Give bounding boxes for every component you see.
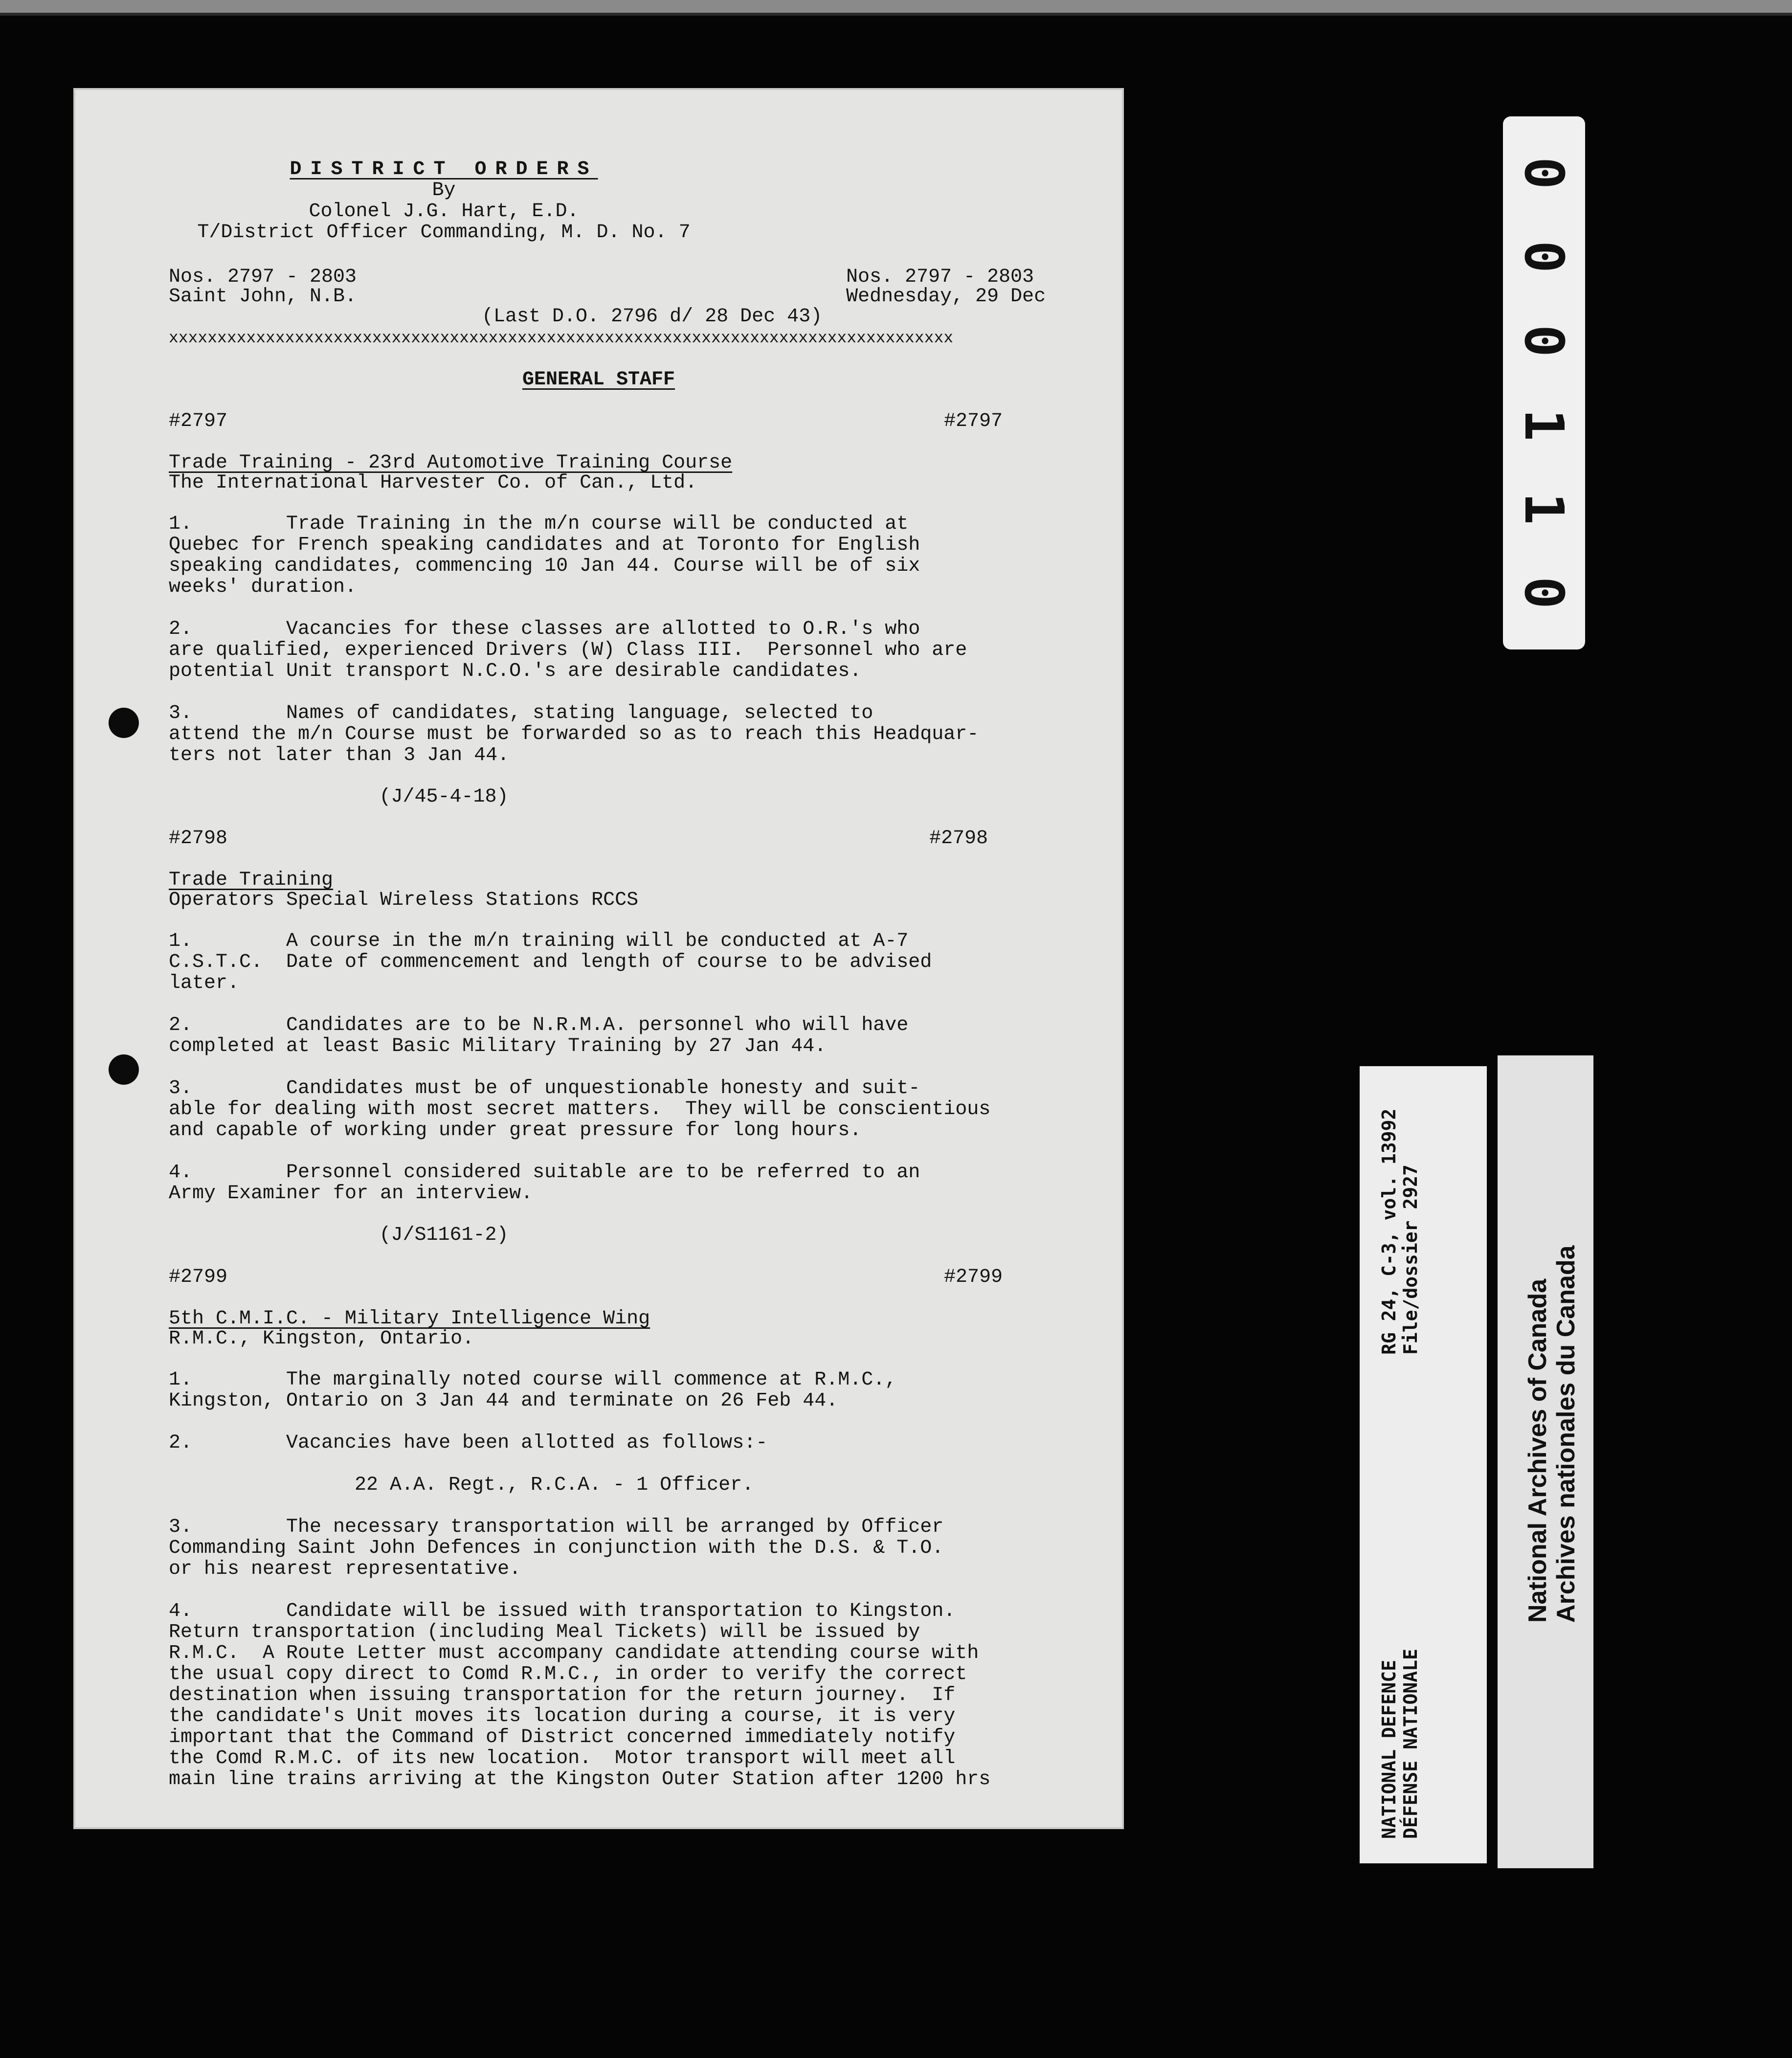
order-number-right: #2797	[944, 410, 1003, 432]
doc-date: Wednesday, 29 Dec	[846, 286, 1046, 308]
doc-position: T/District Officer Commanding, M. D. No. 7	[197, 222, 691, 244]
order-number-left: #2797	[169, 410, 228, 432]
film-top-edge	[0, 0, 1792, 13]
paragraph-line: C.S.T.C. Date of commencement and length of course to be advised	[169, 951, 932, 973]
nac-english: National Archives of Canada	[1523, 1278, 1552, 1623]
order-number-left: #2799	[169, 1266, 228, 1288]
doc-place: Saint John, N.B.	[169, 286, 357, 308]
paragraph-line: the candidate's Unit moves its location during a course, it is very	[169, 1705, 956, 1727]
doc-nos-right: Nos. 2797 - 2803	[846, 266, 1034, 288]
paragraph-line: Army Examiner for an interview.	[169, 1183, 533, 1205]
paragraph-line: Commanding Saint John Defences in conjunction with the D.S. & T.O.	[169, 1537, 944, 1559]
counter-digit: 0	[1512, 241, 1575, 273]
document-page	[73, 88, 1124, 1829]
film-edge	[0, 13, 1792, 16]
paragraph-line: 2. Vacancies for these classes are allotted to O.R.'s who	[169, 618, 920, 640]
defense-nationale-label: DÉFENSE NATIONALE	[1400, 1649, 1421, 1839]
district-orders-text	[73, 88, 1124, 1829]
archive-reference-label	[1360, 1066, 1487, 1863]
paragraph-line: speaking candidates, commencing 10 Jan 44. Course will be of six	[169, 555, 920, 577]
paragraph-line: attend the m/n Course must be forwarded so as to reach this Headquar-	[169, 723, 979, 745]
order-reference: (J/S1161-2)	[379, 1224, 509, 1246]
paragraph-line: Return transportation (including Meal Tickets) will be issued by	[169, 1621, 920, 1643]
paragraph-line: main line trains arriving at the Kingston Outer Station after 1200 hrs	[169, 1768, 991, 1790]
file-reference: File/dossier 2927	[1400, 1164, 1421, 1355]
punch-hole	[109, 1054, 139, 1085]
paragraph-line: weeks' duration.	[169, 576, 357, 598]
order-subheading: Operators Special Wireless Stations RCCS	[169, 889, 639, 911]
order-number-right: #2798	[929, 828, 988, 850]
order-heading: 5th C.M.I.C. - Military Intelligence Wing	[169, 1308, 650, 1330]
paragraph-line: and capable of working under great pressure for long hours.	[169, 1119, 862, 1141]
paragraph-line: are qualified, experienced Drivers (W) Class III. Personnel who are	[169, 639, 967, 661]
order-reference: (J/45-4-18)	[379, 786, 509, 808]
archives-canada-label	[1498, 1055, 1593, 1868]
paragraph-line: 4. Candidate will be issued with transportation to Kingston.	[169, 1600, 956, 1622]
paragraph-line: ters not later than 3 Jan 44.	[169, 744, 510, 766]
order-number-left: #2798	[169, 828, 228, 850]
paragraph-line: 2. Vacancies have been allotted as follows:-	[169, 1432, 768, 1454]
paragraph-line: completed at least Basic Military Training by 27 Jan 44.	[169, 1035, 827, 1057]
punch-hole	[109, 708, 139, 738]
order-heading: Trade Training - 23rd Automotive Training Course	[169, 452, 733, 474]
allocation-line: 22 A.A. Regt., R.C.A. - 1 Officer.	[355, 1474, 754, 1496]
paragraph-line: 3. Candidates must be of unquestionable honesty and suit-	[169, 1077, 920, 1099]
paragraph-line: the Comd R.M.C. of its new location. Motor transport will meet all	[169, 1747, 956, 1769]
paragraph-line: R.M.C. A Route Letter must accompany candidate attending course with	[169, 1642, 979, 1664]
paragraph-line: important that the Command of District concerned immediately notify	[169, 1726, 956, 1748]
paragraph-line: the usual copy direct to Comd R.M.C., in order to verify the correct	[169, 1663, 967, 1685]
paragraph-line: 2. Candidates are to be N.R.M.A. personnel who will have	[169, 1014, 909, 1036]
doc-separator: xxxxxxxxxxxxxxxxxxxxxxxxxxxxxxxxxxxxxxxxxxxxxxxxxxxxxxxxxxxxxxxxxxxxxxxxxxxxxxxxx	[169, 329, 954, 347]
doc-nos-left: Nos. 2797 - 2803	[169, 266, 357, 288]
counter-digit: 1	[1512, 492, 1575, 525]
doc-officer: Colonel J.G. Hart, E.D.	[309, 201, 579, 223]
counter-digit: 0	[1512, 325, 1575, 358]
paragraph-line: 3. Names of candidates, stating language, selected to	[169, 702, 874, 724]
counter-digit: 0	[1512, 157, 1575, 189]
doc-by: By	[432, 179, 456, 201]
paragraph-line: potential Unit transport N.C.O.'s are desirable candidates.	[169, 660, 862, 682]
order-subheading: The International Harvester Co. of Can., Ltd.	[169, 472, 697, 494]
paragraph-line: Kingston, Ontario on 3 Jan 44 and terminate on 26 Feb 44.	[169, 1390, 838, 1412]
national-defence-label: NATIONAL DEFENCE	[1378, 1659, 1400, 1839]
paragraph-line: destination when issuing transportation for the return journey. If	[169, 1684, 956, 1706]
paragraph-line: 4. Personnel considered suitable are to be referred to an	[169, 1162, 920, 1184]
paragraph-line: or his nearest representative.	[169, 1558, 521, 1580]
paragraph-line: 1. Trade Training in the m/n course will be conducted at	[169, 513, 909, 535]
nac-french: Archives nationales du Canada	[1552, 1245, 1580, 1623]
paragraph-line: later.	[169, 972, 240, 994]
frame-counter	[1503, 116, 1585, 649]
paragraph-line: able for dealing with most secret matters. They will be conscientious	[169, 1098, 991, 1120]
paragraph-line: 1. A course in the m/n training will be conducted at A-7	[169, 930, 909, 952]
paragraph-line: 1. The marginally noted course will commence at R.M.C.,	[169, 1369, 897, 1391]
counter-digit: 1	[1512, 408, 1575, 441]
paragraph-line: 3. The necessary transportation will be arranged by Officer	[169, 1516, 944, 1538]
order-number-right: #2799	[944, 1266, 1003, 1288]
doc-title: DISTRICT ORDERS	[290, 158, 598, 180]
order-subheading: R.M.C., Kingston, Ontario.	[169, 1328, 474, 1350]
counter-digit: 0	[1512, 576, 1575, 609]
order-heading: Trade Training	[169, 869, 334, 891]
doc-last: (Last D.O. 2796 d/ 28 Dec 43)	[482, 306, 823, 328]
paragraph-line: Quebec for French speaking candidates and at Toronto for English	[169, 534, 920, 556]
section-heading: GENERAL STAFF	[522, 369, 675, 391]
rg-reference: RG 24, C-3, vol. 13992	[1378, 1108, 1400, 1355]
